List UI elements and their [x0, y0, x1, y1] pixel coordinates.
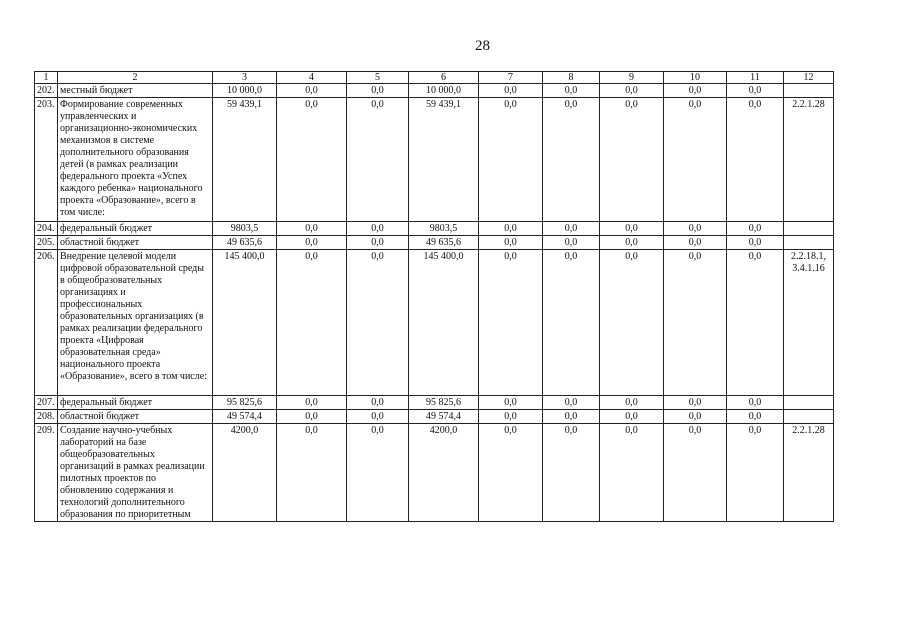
value-cell: 0,0	[727, 98, 784, 222]
table-row	[35, 410, 834, 424]
column-header: 9	[600, 72, 664, 84]
value-cell: 49 574,4	[213, 410, 277, 424]
row-name: Внедрение целевой модели цифровой образовательной среды в общеобразовательных организациях и профессиональных образовательных организациях (в рамках реализации федерального проекта «Цифровая образовательная среда» национального проекта «Образование», всего в том числе:	[58, 250, 213, 396]
value-cell: 0,0	[600, 236, 664, 250]
row-name: Создание научно-учебных лабораторий на базе общеобразовательных организаций в рамках реализации пилотных проектов по обновлению содержания и технологий дополнительного образования по приоритетным	[58, 424, 213, 522]
value-cell: 0,0	[347, 250, 409, 396]
column-header: 12	[784, 72, 834, 84]
reference-cell	[784, 222, 834, 236]
reference-cell	[784, 84, 834, 98]
value-cell: 9803,5	[213, 222, 277, 236]
value-cell: 0,0	[600, 98, 664, 222]
value-cell: 0,0	[543, 222, 600, 236]
row-number: 203.	[35, 98, 58, 222]
reference-cell: 2.2.18.1, 3.4.1.16	[784, 250, 834, 396]
row-name: областной бюджет	[58, 410, 213, 424]
value-cell: 0,0	[479, 410, 543, 424]
value-cell: 0,0	[600, 410, 664, 424]
column-header: 4	[277, 72, 347, 84]
value-cell: 0,0	[664, 396, 727, 410]
value-cell: 0,0	[600, 424, 664, 522]
reference-cell	[784, 410, 834, 424]
table-row	[35, 222, 834, 236]
value-cell: 0,0	[600, 396, 664, 410]
value-cell: 0,0	[277, 84, 347, 98]
value-cell: 0,0	[727, 236, 784, 250]
value-cell: 0,0	[543, 250, 600, 396]
value-cell: 0,0	[277, 410, 347, 424]
value-cell: 0,0	[479, 396, 543, 410]
column-header: 5	[347, 72, 409, 84]
value-cell: 9803,5	[409, 222, 479, 236]
value-cell: 0,0	[347, 410, 409, 424]
value-cell: 49 635,6	[213, 236, 277, 250]
value-cell: 145 400,0	[409, 250, 479, 396]
value-cell: 0,0	[347, 222, 409, 236]
row-name: областной бюджет	[58, 236, 213, 250]
table-row	[35, 98, 834, 222]
value-cell: 0,0	[347, 424, 409, 522]
value-cell: 0,0	[277, 396, 347, 410]
value-cell: 4200,0	[213, 424, 277, 522]
value-cell: 0,0	[664, 98, 727, 222]
value-cell: 0,0	[727, 410, 784, 424]
value-cell: 0,0	[727, 250, 784, 396]
row-number: 208.	[35, 410, 58, 424]
row-number: 209.	[35, 424, 58, 522]
value-cell: 95 825,6	[213, 396, 277, 410]
value-cell: 59 439,1	[213, 98, 277, 222]
value-cell: 0,0	[543, 84, 600, 98]
value-cell: 10 000,0	[409, 84, 479, 98]
column-header: 8	[543, 72, 600, 84]
column-number-row	[35, 72, 834, 84]
column-header: 6	[409, 72, 479, 84]
budget-table	[34, 71, 834, 522]
value-cell: 0,0	[479, 98, 543, 222]
value-cell: 0,0	[600, 222, 664, 236]
value-cell: 0,0	[600, 250, 664, 396]
value-cell: 0,0	[277, 98, 347, 222]
value-cell: 0,0	[664, 410, 727, 424]
table-row	[35, 84, 834, 98]
value-cell: 0,0	[727, 222, 784, 236]
value-cell: 0,0	[664, 424, 727, 522]
value-cell: 0,0	[347, 236, 409, 250]
value-cell: 0,0	[664, 236, 727, 250]
reference-cell: 2.2.1.28	[784, 98, 834, 222]
row-number: 202.	[35, 84, 58, 98]
value-cell: 0,0	[543, 424, 600, 522]
reference-cell	[784, 236, 834, 250]
value-cell: 95 825,6	[409, 396, 479, 410]
value-cell: 0,0	[543, 236, 600, 250]
row-number: 206.	[35, 250, 58, 396]
row-name: федеральный бюджет	[58, 396, 213, 410]
value-cell: 0,0	[543, 98, 600, 222]
value-cell: 0,0	[664, 222, 727, 236]
value-cell: 0,0	[479, 424, 543, 522]
value-cell: 0,0	[727, 396, 784, 410]
value-cell: 0,0	[277, 236, 347, 250]
row-number: 204.	[35, 222, 58, 236]
value-cell: 0,0	[664, 250, 727, 396]
value-cell: 0,0	[727, 424, 784, 522]
row-name: Формирование современных управленческих и организационно-экономических механизмов в системе дополнительного образования детей (в рамках реализации федерального проекта «Успех каждого ребенка» национального проекта «Образование», всего в том числе:	[58, 98, 213, 222]
value-cell: 10 000,0	[213, 84, 277, 98]
row-name: местный бюджет	[58, 84, 213, 98]
value-cell: 0,0	[727, 84, 784, 98]
value-cell: 4200,0	[409, 424, 479, 522]
column-header: 10	[664, 72, 727, 84]
value-cell: 0,0	[347, 98, 409, 222]
value-cell: 0,0	[543, 410, 600, 424]
row-name: федеральный бюджет	[58, 222, 213, 236]
value-cell: 0,0	[600, 84, 664, 98]
value-cell: 0,0	[277, 424, 347, 522]
value-cell: 0,0	[347, 84, 409, 98]
column-header: 11	[727, 72, 784, 84]
row-number: 205.	[35, 236, 58, 250]
column-header: 7	[479, 72, 543, 84]
value-cell: 0,0	[479, 222, 543, 236]
table-row	[35, 424, 834, 522]
row-number: 207.	[35, 396, 58, 410]
column-header: 2	[58, 72, 213, 84]
value-cell: 0,0	[277, 250, 347, 396]
value-cell: 49 635,6	[409, 236, 479, 250]
value-cell: 0,0	[479, 250, 543, 396]
page-number: 28	[475, 38, 490, 54]
value-cell: 49 574,4	[409, 410, 479, 424]
reference-cell	[784, 396, 834, 410]
table-row	[35, 250, 834, 396]
value-cell: 0,0	[664, 84, 727, 98]
table-row	[35, 236, 834, 250]
value-cell: 0,0	[347, 396, 409, 410]
column-header: 1	[35, 72, 58, 84]
value-cell: 59 439,1	[409, 98, 479, 222]
value-cell: 145 400,0	[213, 250, 277, 396]
value-cell: 0,0	[479, 236, 543, 250]
value-cell: 0,0	[479, 84, 543, 98]
column-header: 3	[213, 72, 277, 84]
value-cell: 0,0	[543, 396, 600, 410]
reference-cell: 2.2.1.28	[784, 424, 834, 522]
table-row	[35, 396, 834, 410]
value-cell: 0,0	[277, 222, 347, 236]
